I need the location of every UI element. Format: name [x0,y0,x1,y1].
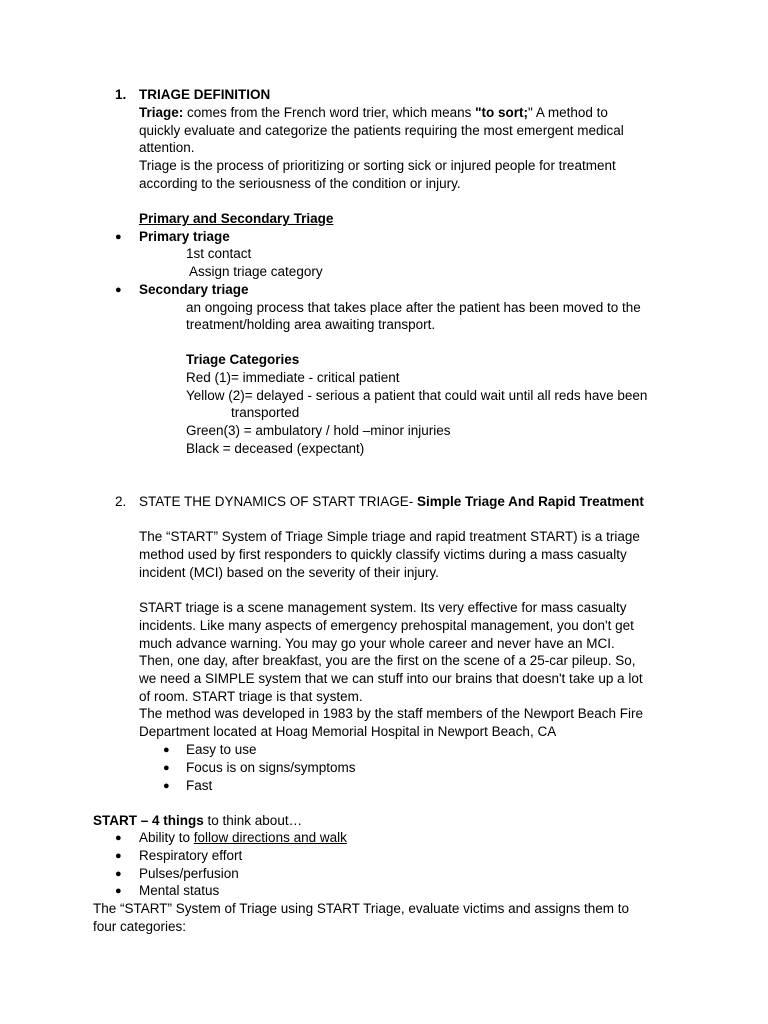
start-thing-item: Mental status [139,883,220,898]
primary-secondary-subheading: Primary and Secondary Triage [139,211,334,226]
start-para-2-line: The method was developed in 1983 by the staff members of the Newport Beach Fire [139,706,644,721]
triage-process-line-1: Triage is the process of prioritizing or sorting sick or injured people for treatment [139,158,616,173]
start-feature-item: Easy to use [186,742,257,757]
bullet-dot: ● [163,762,170,774]
primary-item: 1st contact [186,246,252,261]
bullet-dot: ● [163,744,170,756]
start-thing-item-underlined: follow directions and walk [193,830,347,845]
category-red: Red (1)= immediate - critical patient [186,370,400,385]
category-yellow-continued: transported [231,405,300,420]
start-thing-item: Pulses/perfusion [139,866,239,881]
start-para-2-line: START triage is a scene management system. Its very effective for mass casualty [139,600,627,615]
bullet-dot: ● [115,850,122,862]
start-para-2-line: Then, one day, after breakfast, you are the first on the scene of a 25-car pileup. So, [139,653,636,668]
bullet-dot: ● [115,231,122,243]
start-4-things-plain: to think about… [203,813,303,828]
section-1-number: 1. [115,87,127,102]
section-2-heading [139,493,644,511]
bullet-dot: ● [163,780,170,792]
triage-definition-line-3: attention. [139,140,195,155]
section-2-heading-plain: STATE THE DYNAMICS OF START TRIAGE- [139,494,418,509]
section-2-heading-bold: Simple Triage And Rapid Treatment [417,494,644,509]
start-para-1-line: incident (MCI) based on the severity of their injury. [139,565,439,580]
category-green: Green(3) = ambulatory / hold –minor injuries [186,423,451,438]
triage-term: Triage: [139,105,184,120]
bullet-dot: ● [115,832,122,844]
section-2-number: 2. [115,494,127,509]
secondary-triage-line-1: an ongoing process that takes place after the patient has been moved to the [186,300,641,315]
primary-triage-label: Primary triage [139,229,230,244]
start-para-2-line: Department located at Hoag Memorial Hospital in Newport Beach, CA [139,724,557,739]
start-para-1-line: method used by first responders to quickly classify victims during a mass casualty [139,547,627,562]
start-4-things-heading [93,812,302,830]
start-para-2-line: incidents. Like many aspects of emergency prehospital management, you don't get [139,618,634,633]
triage-definition-line-1 [139,104,608,122]
closing-line-1: The “START” System of Triage using START Triage, evaluate victims and assigns them to [93,901,629,916]
triage-definition-line-2: quickly evaluate and categorize the patients requiring the most emergent medical [139,123,624,138]
start-thing-item-text: Ability to [139,830,194,845]
bullet-dot: ● [115,284,122,296]
start-para-2-line: of room. START triage is that system. [139,689,363,704]
section-1-heading: TRIAGE DEFINITION [139,87,271,102]
start-para-1-line: The “START” System of Triage Simple triage and rapid treatment START) is a triage [139,529,640,544]
start-4-things-bold: START – 4 things [93,813,204,828]
bullet-dot: ● [115,885,122,897]
bullet-dot: ● [115,868,122,880]
start-feature-item: Fast [186,778,213,793]
category-yellow: Yellow (2)= delayed - serious a patient that could wait until all reds have been [186,388,648,403]
definition-text: comes from the French word trier, which means [183,105,476,120]
start-para-2-line: we need a SIMPLE system that we can stuff into our brains that doesn't take up a lot [139,671,643,686]
primary-item: Assign triage category [186,264,323,279]
triage-process-line-2: according to the seriousness of the condition or injury. [139,176,461,191]
start-para-2-line: much advance warning. You may go your whole career and never have an MCI. [139,636,615,651]
secondary-triage-label: Secondary triage [139,282,249,297]
triage-categories-heading: Triage Categories [186,352,300,367]
start-thing-item: Respiratory effort [139,848,243,863]
definition-text-end: " A method to [528,105,608,120]
start-thing-item [139,829,347,847]
category-black: Black = deceased (expectant) [186,441,365,456]
start-feature-item: Focus is on signs/symptoms [186,760,356,775]
closing-line-2: four categories: [93,919,187,934]
to-sort-text: "to sort; [475,105,529,120]
secondary-triage-line-2: treatment/holding area awaiting transport. [186,317,436,332]
